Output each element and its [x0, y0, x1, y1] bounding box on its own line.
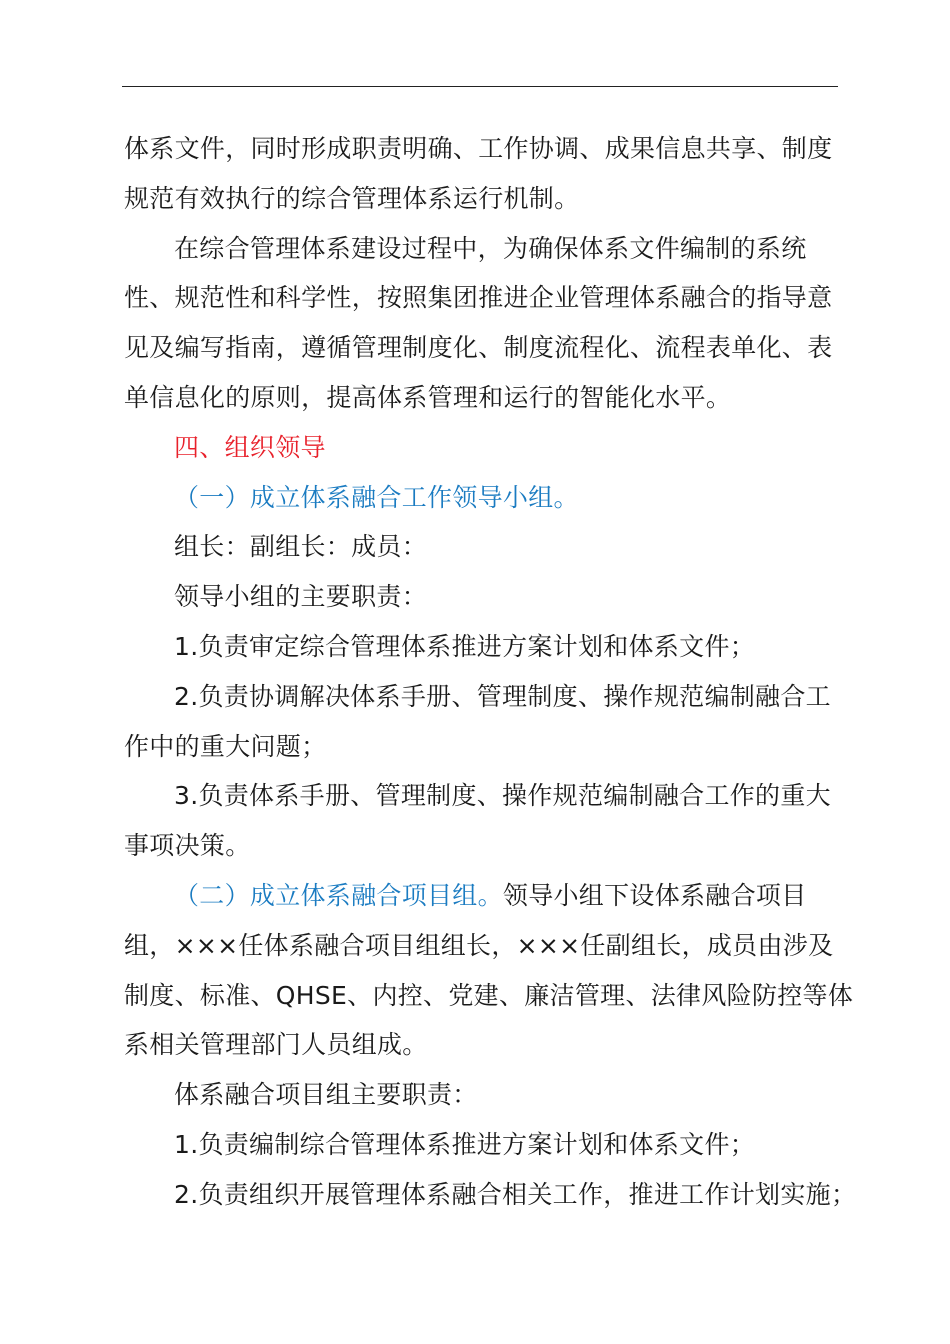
project-duty-item: 2.负责组织开展管理体系融合相关工作，推进工作计划实施； — [174, 1179, 857, 1209]
subheading-project-group: （二）成立体系融合项目组。 — [174, 880, 503, 910]
paragraph-project-group — [124, 871, 854, 1070]
leader-duties-title: 领导小组的主要职责： — [174, 582, 428, 612]
project-group-body: 领导小组下设体系融合项目组，×××任体系融合项目组组长，×××任副组长，成员由涉及制度、标准、QHSE、内控、党建、廉洁管理、法律风险防控等体系相关管理部门人员组成。 — [124, 880, 854, 1060]
leader-duty-item: 3.负责体系手册、管理制度、操作规范编制融合工作的重大事项决策。 — [124, 781, 831, 861]
project-duty-item: 1.负责编制综合管理体系推进方案计划和体系文件； — [174, 1129, 756, 1159]
subheading-leadership-group: （一）成立体系融合工作领导小组。 — [174, 482, 579, 512]
project-duties-title: 体系融合项目组主要职责： — [174, 1080, 478, 1110]
document-body — [124, 124, 857, 1220]
leader-duty-item: 2.负责协调解决体系手册、管理制度、操作规范编制融合工作中的重大问题； — [124, 681, 831, 761]
header-rule — [122, 86, 838, 87]
paragraph-system-construction: 在综合管理体系建设过程中，为确保体系文件编制的系统性、规范性和科学性，按照集团推进企业管理体系融合的指导意见及编写指南，遵循管理制度化、制度流程化、流程表单化、表单信息化的原则，提高体系管理和运行的智能化水平。 — [124, 233, 833, 412]
paragraph-continuation: 体系文件，同时形成职责明确、工作协调、成果信息共享、制度规范有效执行的综合管理体系运行机制。 — [124, 134, 833, 213]
section-heading-organization: 四、组织领导 — [174, 432, 326, 462]
members-line: 组长：副组长：成员： — [174, 532, 428, 562]
leader-duty-item: 1.负责审定综合管理体系推进方案计划和体系文件； — [174, 631, 756, 661]
